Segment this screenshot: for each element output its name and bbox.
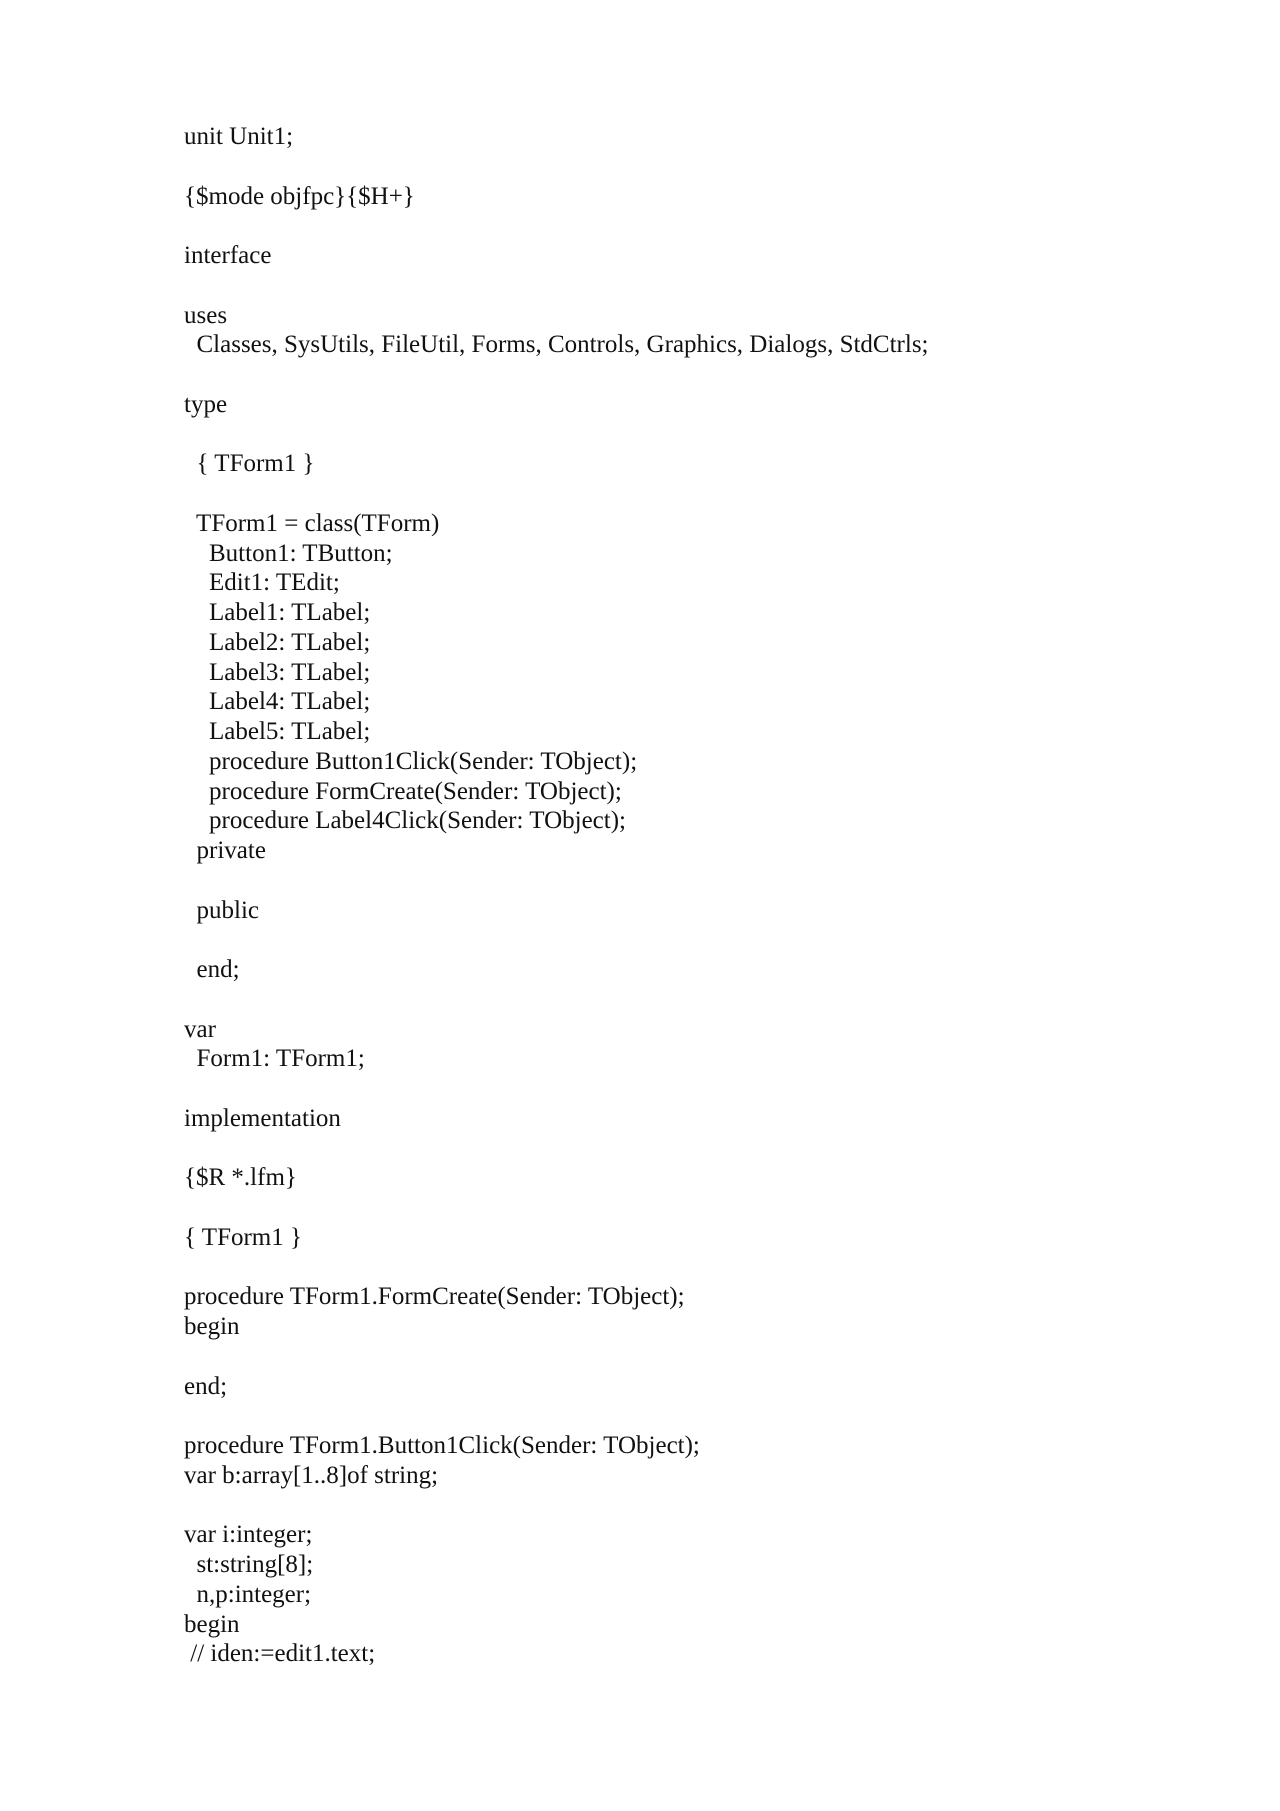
code-line: implementation: [184, 1104, 341, 1132]
code-line: Label3: TLabel;: [184, 658, 371, 686]
code-line: procedure TForm1.Button1Click(Sender: TObject);: [184, 1432, 700, 1459]
blank-line: [184, 1401, 1184, 1431]
blank-line: [184, 866, 1184, 896]
blank-line: [184, 1134, 1184, 1164]
code-line: Label1: TLabel;: [184, 599, 371, 626]
code-line: end;: [184, 1372, 228, 1400]
code-line: TForm1 = class(TForm): [184, 509, 440, 537]
code-line: Form1: TForm1;: [184, 1045, 365, 1073]
blank-line: [184, 1193, 1184, 1223]
code-line: procedure Label4Click(Sender: TObject);: [184, 807, 626, 835]
blank-line: [184, 985, 1184, 1015]
code-line: public: [184, 896, 259, 924]
code-line: Button1: TButton;: [184, 539, 393, 567]
code-line: st:string[8];: [184, 1551, 314, 1578]
code-line: { TForm1 }: [184, 450, 315, 478]
code-line: begin: [184, 1313, 240, 1340]
code-line: {$R *.lfm}: [184, 1164, 297, 1192]
blank-line: [184, 1491, 1184, 1521]
code-line: unit Unit1;: [184, 123, 294, 150]
code-line: {$mode objfpc}{$H+}: [184, 182, 415, 210]
code-line: Label2: TLabel;: [184, 628, 371, 656]
blank-line: [184, 925, 1184, 955]
blank-line: [184, 420, 1184, 450]
code-line: n,p:integer;: [184, 1580, 312, 1608]
blank-line: [184, 1342, 1184, 1372]
blank-line: [184, 1253, 1184, 1283]
blank-line: [184, 271, 1184, 301]
blank-line: [184, 479, 1184, 509]
code-line: uses: [184, 301, 228, 329]
code-line: type: [184, 390, 228, 418]
code-line: Edit1: TEdit;: [184, 569, 340, 597]
blank-line: [184, 152, 1184, 182]
code-line: begin: [184, 1610, 240, 1638]
code-line: // iden:=edit1.text;: [184, 1640, 376, 1668]
blank-line: [184, 211, 1184, 241]
code-line: end;: [184, 956, 240, 983]
code-line: var: [184, 1015, 216, 1043]
code-line: procedure FormCreate(Sender: TObject);: [184, 777, 622, 805]
blank-line: [184, 1074, 1184, 1104]
code-line: var b:array[1..8]of string;: [184, 1461, 439, 1489]
blank-line: [184, 360, 1184, 390]
code-line: var i:integer;: [184, 1521, 313, 1549]
code-line: Label5: TLabel;: [184, 718, 371, 745]
code-line: Classes, SysUtils, FileUtil, Forms, Controls, Graphics, Dialogs, StdCtrls;: [184, 331, 929, 359]
code-line: procedure Button1Click(Sender: TObject);: [184, 747, 638, 775]
code-line: procedure TForm1.FormCreate(Sender: TObject);: [184, 1283, 685, 1311]
code-line: { TForm1 }: [184, 1223, 302, 1251]
code-line: interface: [184, 242, 272, 269]
code-line: Label4: TLabel;: [184, 688, 371, 716]
pascal-source-code: [184, 122, 1184, 1669]
code-line: private: [184, 837, 266, 864]
